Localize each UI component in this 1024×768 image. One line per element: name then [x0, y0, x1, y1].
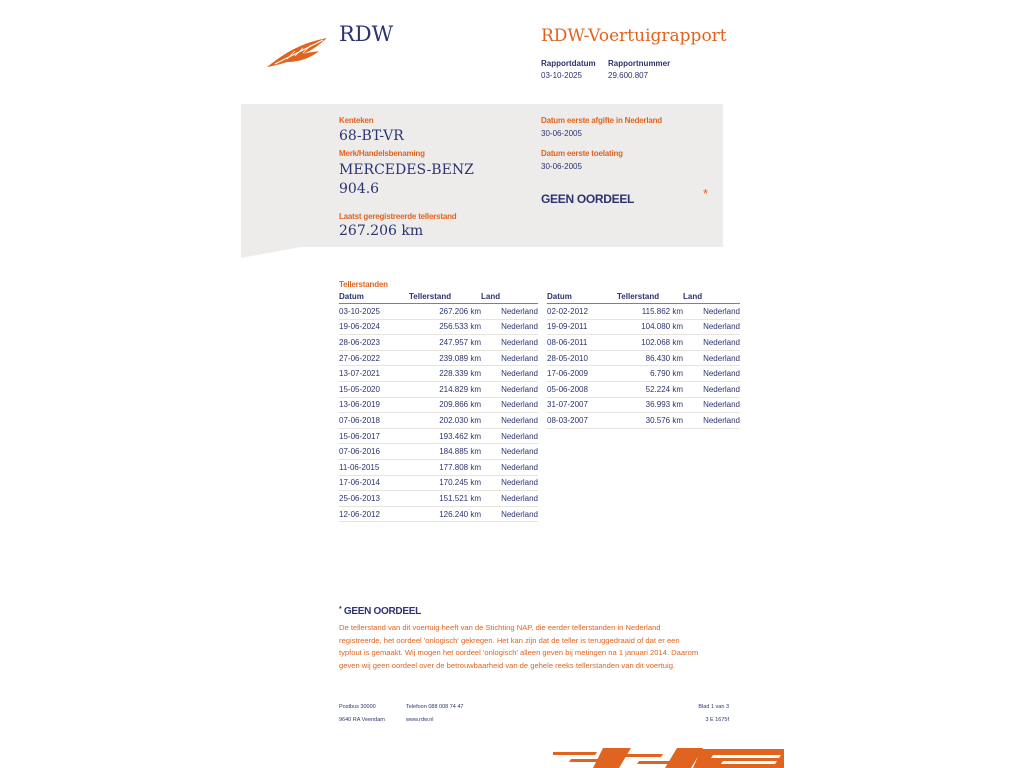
note-line: registreerde, het oordeel 'onlogisch' gekregen. Het kan zijn dat de teller is teruggedraaid of dat er een — [339, 635, 680, 645]
row-odometer: 151.521 km — [409, 491, 481, 507]
row-odometer: 36.993 km — [617, 397, 683, 413]
row-country: Nederland — [683, 319, 740, 335]
note-heading — [339, 606, 421, 617]
row-date: 19-06-2024 — [339, 319, 409, 335]
row-country: Nederland — [481, 475, 538, 491]
first-admission-label: Datum eerste toelating — [541, 149, 623, 158]
row-odometer: 177.808 km — [409, 459, 481, 475]
table-row — [339, 491, 538, 507]
row-odometer: 184.885 km — [409, 444, 481, 460]
column-header-odometer: Tellerstand — [409, 292, 481, 304]
row-country: Nederland — [481, 397, 538, 413]
note-asterisk: * — [339, 606, 342, 613]
row-odometer: 115.862 km — [617, 304, 683, 320]
table-row — [339, 350, 538, 366]
row-date: 13-07-2021 — [339, 366, 409, 382]
report-number: 29.600.807 — [608, 71, 649, 80]
last-odometer: 267.206 km — [339, 223, 424, 239]
table-row — [547, 335, 740, 351]
license-plate: 68-BT-VR — [339, 128, 404, 144]
footer-address-1: Postbus 30000 — [339, 704, 376, 710]
row-date: 07-06-2016 — [339, 444, 409, 460]
footer-address-2: 9640 RA Veendam — [339, 717, 385, 723]
row-date: 17-06-2009 — [547, 366, 617, 382]
row-odometer: 256.533 km — [409, 319, 481, 335]
row-country: Nederland — [481, 459, 538, 475]
row-date: 08-03-2007 — [547, 413, 617, 429]
table-row — [339, 335, 538, 351]
report-title: RDW-Voertuigrapport — [541, 26, 727, 46]
column-header-country: Land — [481, 292, 538, 304]
make-label: Merk/Handelsbenaming — [339, 149, 425, 158]
row-country: Nederland — [481, 304, 538, 320]
verdict-asterisk: * — [703, 186, 709, 201]
report-date-label: Rapportdatum — [541, 59, 596, 68]
row-date: 31-07-2007 — [547, 397, 617, 413]
row-odometer: 104.080 km — [617, 319, 683, 335]
odometer-table-title: Tellerstanden — [339, 280, 388, 289]
row-date: 13-06-2019 — [339, 397, 409, 413]
table-row — [547, 397, 740, 413]
table-row — [339, 304, 538, 320]
row-date: 11-06-2015 — [339, 459, 409, 475]
table-row — [339, 381, 538, 397]
row-odometer: 193.462 km — [409, 428, 481, 444]
row-date: 12-06-2012 — [339, 506, 409, 522]
table-row — [547, 381, 740, 397]
row-country: Nederland — [481, 350, 538, 366]
note-title: GEEN OORDEEL — [343, 606, 421, 617]
note-line: typfout is gemaakt. Wij mogen het oordeel 'onlogisch' alleen geven bij metingen na 1 januari 2014. Daarom — [339, 648, 699, 658]
row-date: 25-06-2013 — [339, 491, 409, 507]
row-date: 03-10-2025 — [339, 304, 409, 320]
row-odometer: 102.068 km — [617, 335, 683, 351]
rdw-feather-logo-icon — [265, 34, 331, 70]
footer-phone: Telefoon 088 008 74 47 — [406, 704, 464, 710]
row-country: Nederland — [683, 304, 740, 320]
table-row — [339, 319, 538, 335]
table-row — [547, 304, 740, 320]
note-line: geven wij geen oordeel over de betrouwbaarheid van de gehele reeks tellerstanden van dit voertuig. — [339, 661, 676, 671]
footer-website[interactable]: www.rdw.nl — [406, 717, 434, 723]
row-date: 28-05-2010 — [547, 350, 617, 366]
row-odometer: 228.339 km — [409, 366, 481, 382]
row-odometer: 202.030 km — [409, 413, 481, 429]
row-odometer: 267.206 km — [409, 304, 481, 320]
footer-code: 3 E 1675f — [705, 717, 729, 723]
odometer-table-right — [547, 292, 740, 429]
row-country: Nederland — [683, 381, 740, 397]
row-odometer: 30.576 km — [617, 413, 683, 429]
table-row — [547, 413, 740, 429]
note-line: De tellerstand van dit voertuig heeft van de Stichting NAP, die eerder tellerstanden in Nederland — [339, 623, 661, 632]
row-country: Nederland — [481, 491, 538, 507]
row-country: Nederland — [481, 444, 538, 460]
row-country: Nederland — [481, 506, 538, 522]
table-row — [547, 366, 740, 382]
odometer-label: Laatst geregistreerde tellerstand — [339, 212, 457, 221]
row-odometer: 209.866 km — [409, 397, 481, 413]
first-issue-nl: 30-06-2005 — [541, 129, 582, 138]
row-date: 07-06-2018 — [339, 413, 409, 429]
table-row — [339, 413, 538, 429]
row-country: Nederland — [683, 366, 740, 382]
rdw-stripes-graphic-icon — [553, 746, 784, 768]
column-header-date: Datum — [547, 292, 617, 304]
row-odometer: 214.829 km — [409, 381, 481, 397]
table-row — [339, 444, 538, 460]
first-issue-nl-label: Datum eerste afgifte in Nederland — [541, 116, 662, 125]
row-country: Nederland — [683, 350, 740, 366]
row-country: Nederland — [683, 397, 740, 413]
first-admission: 30-06-2005 — [541, 162, 582, 171]
table-row — [339, 428, 538, 444]
row-country: Nederland — [683, 413, 740, 429]
table-row — [339, 397, 538, 413]
row-country: Nederland — [481, 428, 538, 444]
row-odometer: 247.957 km — [409, 335, 481, 351]
row-odometer: 126.240 km — [409, 506, 481, 522]
table-row — [339, 475, 538, 491]
row-date: 17-06-2014 — [339, 475, 409, 491]
table-row — [339, 506, 538, 522]
note-body — [339, 622, 698, 673]
row-odometer: 239.089 km — [409, 350, 481, 366]
row-country: Nederland — [481, 413, 538, 429]
vehicle-make: MERCEDES-BENZ — [339, 162, 474, 178]
row-country: Nederland — [683, 335, 740, 351]
vehicle-summary-panel — [241, 104, 723, 247]
table-row — [339, 459, 538, 475]
row-country: Nederland — [481, 335, 538, 351]
row-odometer: 52.224 km — [617, 381, 683, 397]
row-date: 15-05-2020 — [339, 381, 409, 397]
column-header-date: Datum — [339, 292, 409, 304]
row-date: 27-06-2022 — [339, 350, 409, 366]
brand-name: RDW — [339, 22, 394, 46]
row-date: 15-06-2017 — [339, 428, 409, 444]
plate-label: Kenteken — [339, 116, 374, 125]
footer-page-number: Blad 1 van 3 — [698, 704, 729, 710]
column-header-country: Land — [683, 292, 740, 304]
odometer-table-left — [339, 292, 538, 522]
vehicle-model: 904.6 — [339, 181, 380, 197]
table-row — [547, 319, 740, 335]
table-row — [339, 366, 538, 382]
row-odometer: 170.245 km — [409, 475, 481, 491]
row-country: Nederland — [481, 366, 538, 382]
row-odometer: 6.790 km — [617, 366, 683, 382]
row-country: Nederland — [481, 381, 538, 397]
row-country: Nederland — [481, 319, 538, 335]
verdict-text: GEEN OORDEEL — [541, 192, 635, 206]
row-date: 08-06-2011 — [547, 335, 617, 351]
report-date: 03-10-2025 — [541, 71, 582, 80]
row-date: 28-06-2023 — [339, 335, 409, 351]
row-date: 02-02-2012 — [547, 304, 617, 320]
row-date: 05-06-2008 — [547, 381, 617, 397]
column-header-odometer: Tellerstand — [617, 292, 683, 304]
row-date: 19-09-2011 — [547, 319, 617, 335]
table-row — [547, 350, 740, 366]
row-odometer: 86.430 km — [617, 350, 683, 366]
panel-notch — [241, 247, 301, 258]
report-number-label: Rapportnummer — [608, 59, 671, 68]
